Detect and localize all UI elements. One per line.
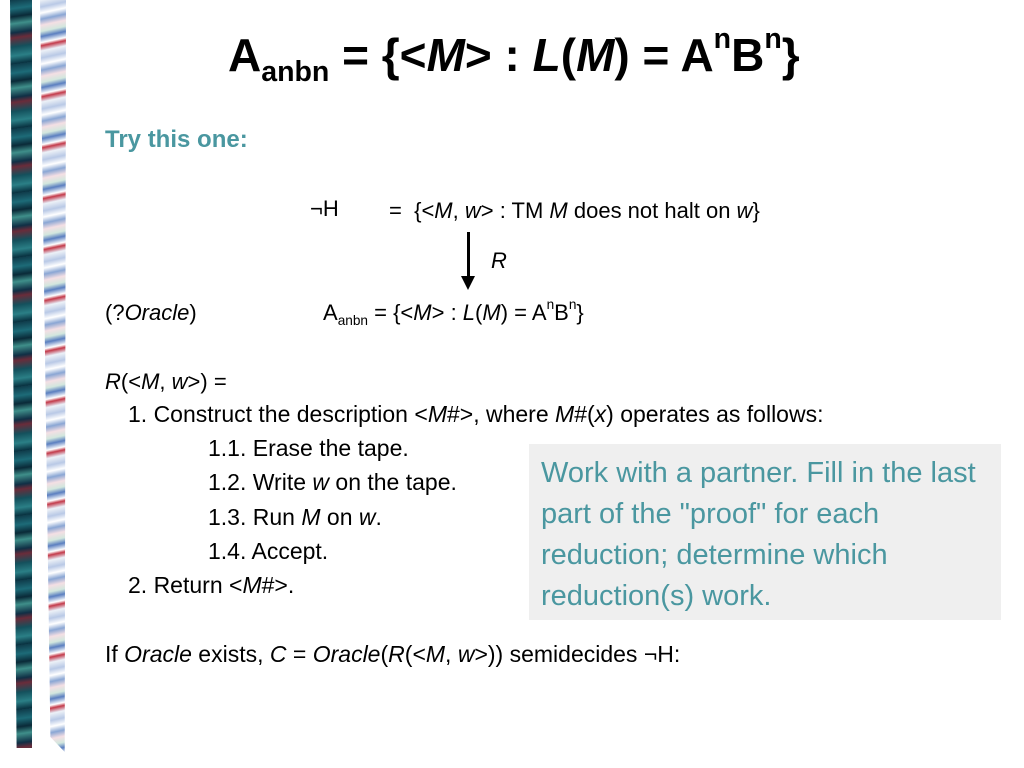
step-1-4: 1.4. Accept. <box>208 538 329 564</box>
callout-text: Work with a partner. Fill in the last part of the "proof" for each reduction; determine which reduction(s) work. <box>541 457 976 612</box>
oracle-label: (?Oracle) <box>105 300 197 325</box>
step-2: 2. Return <M#>. <box>128 572 295 598</box>
reduction-arrow-head <box>461 276 475 290</box>
aanbn-definition: $A_{anbn} = \{<M>$ : $L(M) = A^nB^n$} <box>323 297 584 328</box>
step-1-2: 1.2. Write w on the tape. <box>208 469 457 495</box>
conclusion: If Oracle exists, C = Oracle(R(<M, w>)) semidecides ¬H: <box>105 641 681 667</box>
reduction-label: R <box>491 248 507 273</box>
reduction-arrow <box>467 232 470 278</box>
reduction-definition: R(<M, w>) = <box>105 369 227 394</box>
partner-callout <box>529 444 1001 620</box>
step-1-3: 1.3. Run M on w. <box>208 504 382 530</box>
step-1: 1. Construct the description <M#>, where M#(x) operates as follows: <box>128 401 824 427</box>
not-h-definition: = {<M, w> : TM M does not halt on w} <box>389 198 760 223</box>
not-h-label: ¬H <box>310 196 339 221</box>
slide-title: $A_{anbn} = \{<M>$ : $L(M) = A^nB^n$} <box>228 23 800 88</box>
try-this-label: Try this one: <box>105 126 248 153</box>
step-1-1: 1.1. Erase the tape. <box>208 435 409 461</box>
decorative-strip-light <box>40 0 66 752</box>
decorative-strip-dark <box>10 0 32 748</box>
